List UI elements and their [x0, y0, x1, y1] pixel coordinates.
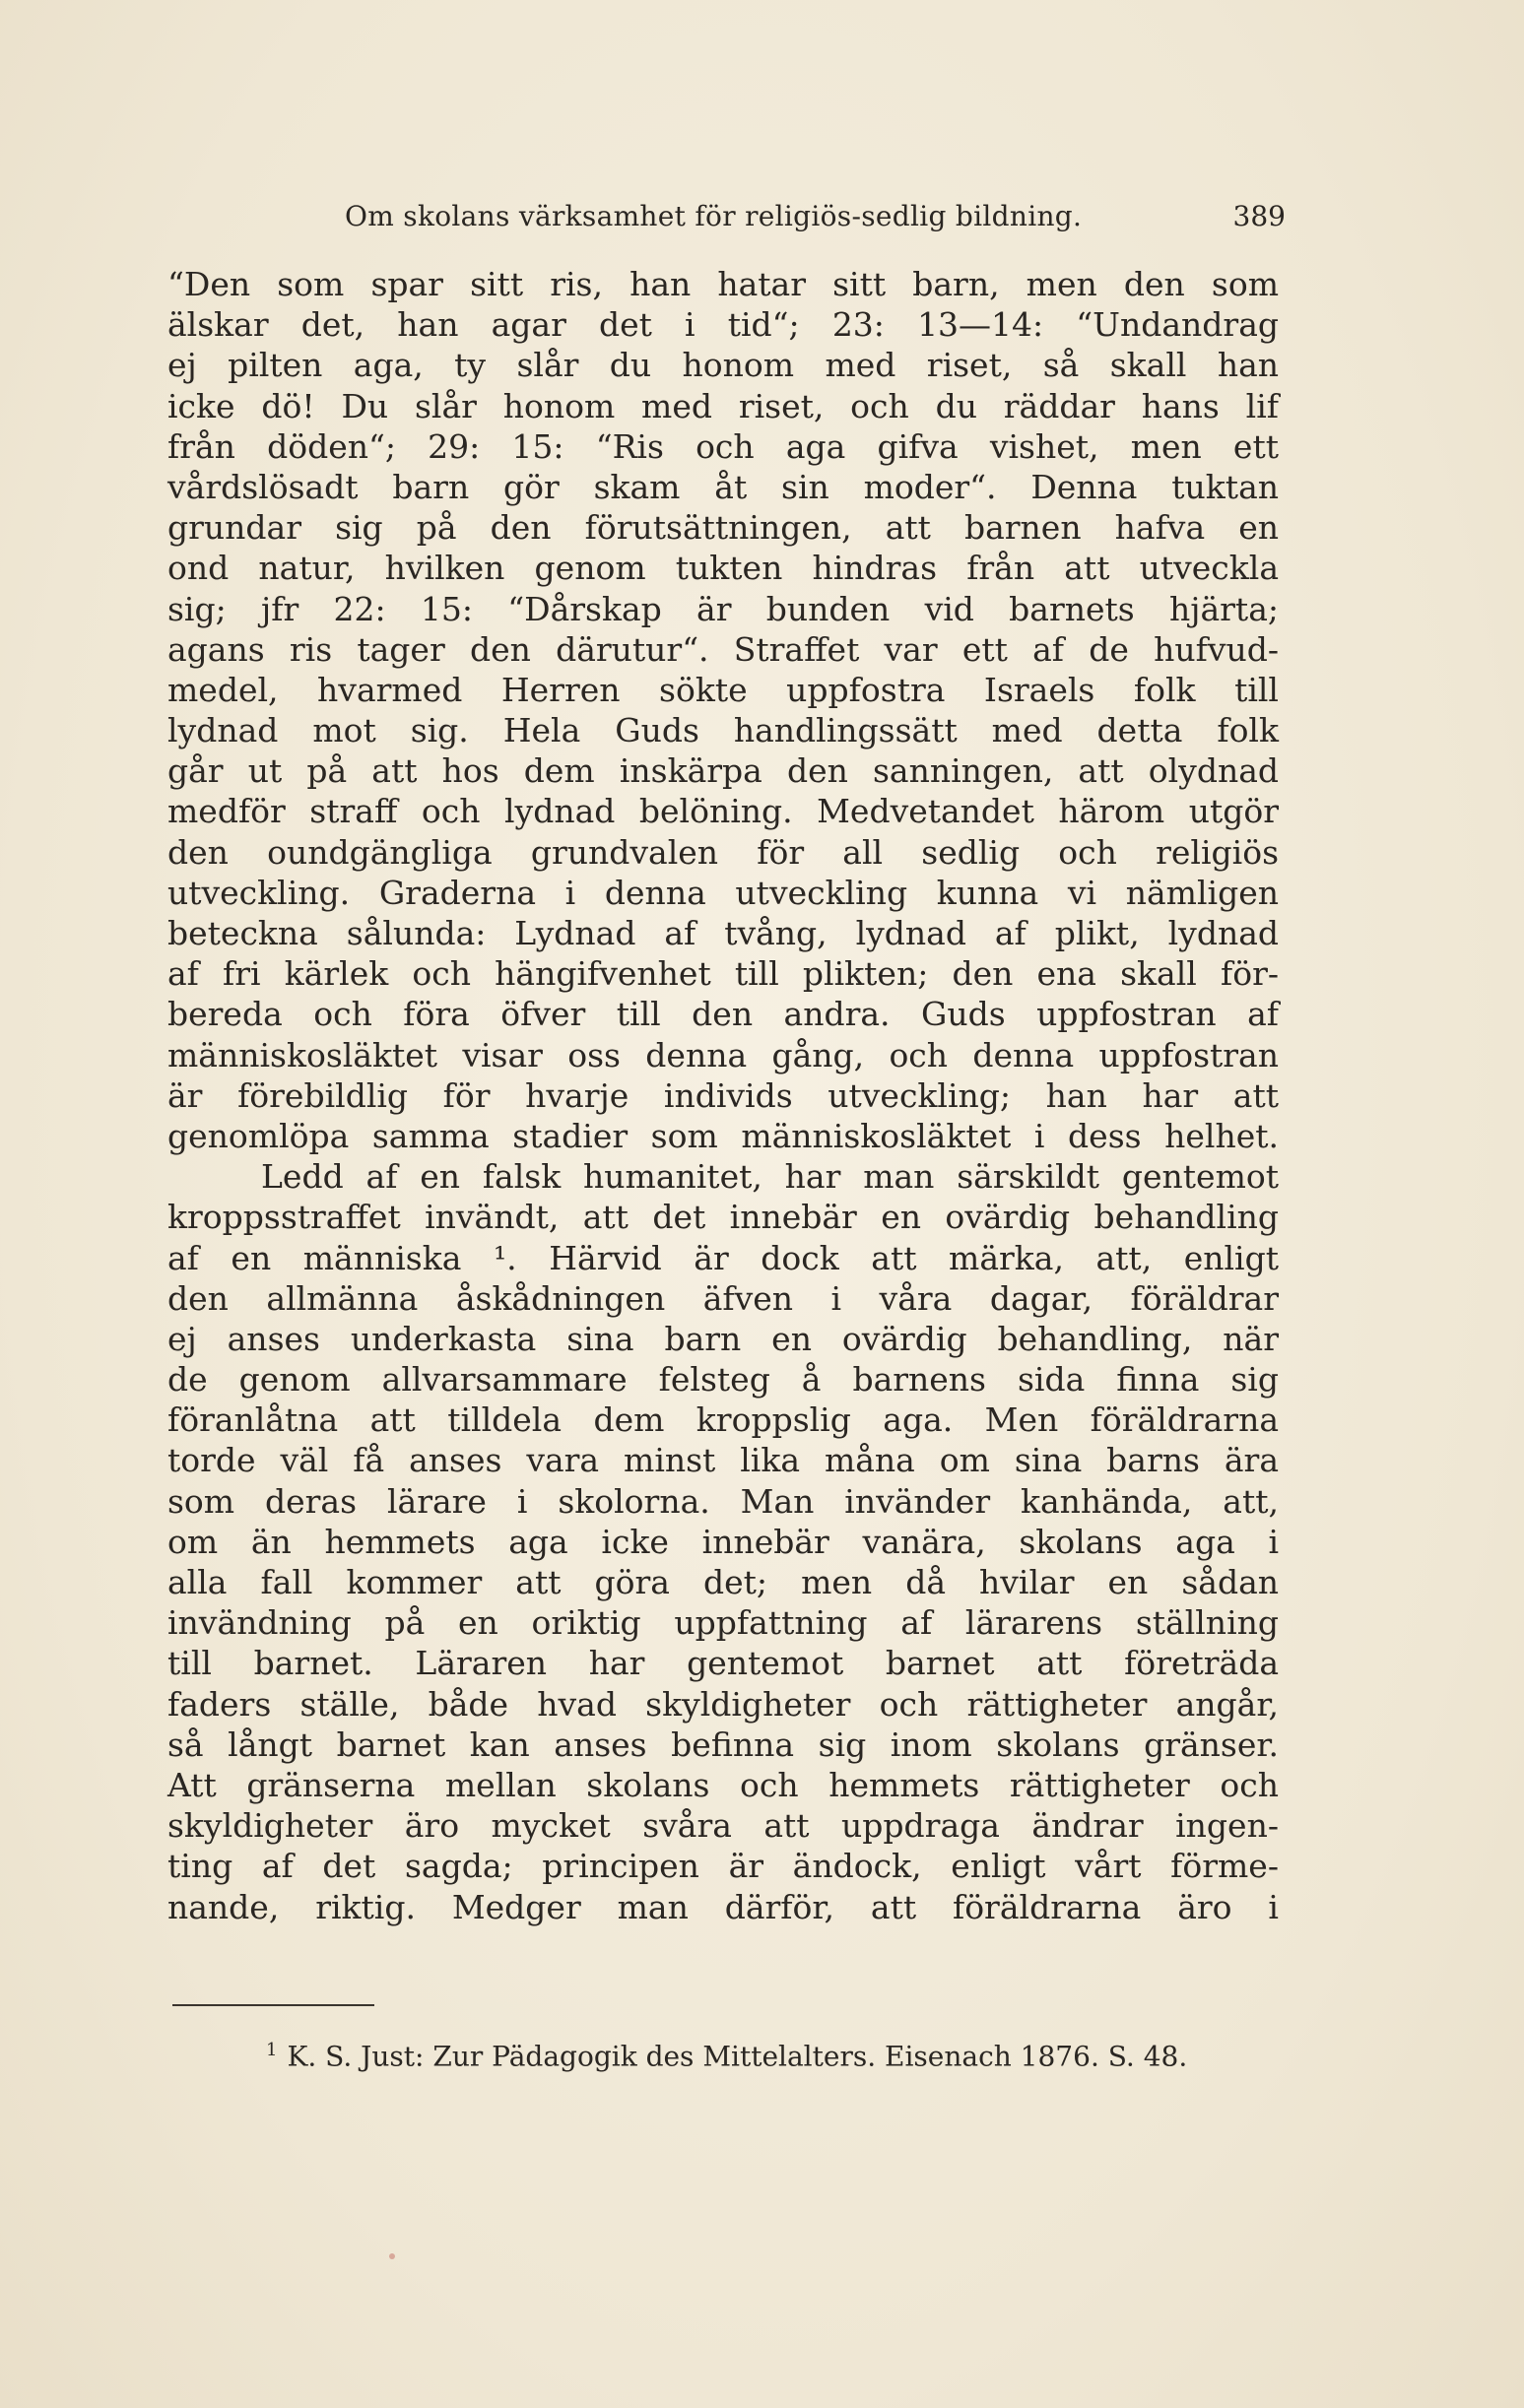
- text-line: alla fall kommer att göra det; men då hvilar en sådan: [167, 1563, 1279, 1601]
- text-line: faders ställe, både hvad skyldigheter och rättigheter angår,: [167, 1684, 1279, 1724]
- text-line: föranlåtna att tilldela dem kroppslig aga. Men föräldrarna: [167, 1400, 1279, 1440]
- text-line: som deras lärare i skolorna. Man invänder kanhända, att,: [167, 1481, 1279, 1521]
- text-line: den allmänna åskådningen äfven i våra dagar, föräldrar: [167, 1278, 1279, 1318]
- text-line: går ut på att hos dem inskärpa den sanningen, att olydnad: [167, 751, 1279, 791]
- text-line: den oundgängliga grundvalen för all sedlig och religiös: [167, 832, 1279, 872]
- text-line: utveckling. Graderna i denna utveckling kunna vi nämligen: [167, 873, 1279, 912]
- text-line: ond natur, hvilken genom tukten hindras från att utveckla: [167, 549, 1279, 588]
- text-line: Ledd af en falsk humanitet, har man särskildt gentemot: [261, 1157, 1279, 1197]
- text-line: älskar det, han agar det i tid“; 23: 13—14: “Undandrag: [167, 305, 1279, 345]
- text-line: “Den som spar sitt ris, han hatar sitt barn, men den som: [167, 265, 1279, 303]
- text-line: till barnet. Läraren har gentemot barnet att företräda: [167, 1644, 1279, 1683]
- text-line: är förebildlig för hvarje individs utveckling; han har att: [167, 1075, 1279, 1115]
- page-number: 389: [1232, 200, 1286, 232]
- text-line: vårdslösadt barn gör skam åt sin moder“. Denna tuktan: [167, 467, 1279, 506]
- text-line: ej pilten aga, ty slår du honom med riset, så skall han: [167, 346, 1279, 385]
- text-line: sig; jfr 22: 15: “Dårskap är bunden vid barnets hjärta;: [167, 589, 1279, 628]
- text-line: Att gränserna mellan skolans och hemmets rättigheter och: [167, 1765, 1279, 1804]
- text-line: bereda och föra öfver till den andra. Guds uppfostran af: [167, 995, 1279, 1034]
- footnote-text: K. S. Just: Zur Pädagogik des Mittelalters. Eisenach 1876. S. 48.: [287, 2040, 1188, 2073]
- footnote-rule: [172, 2004, 374, 2006]
- text-line: skyldigheter äro mycket svåra att uppdraga ändrar ingen-: [167, 1806, 1279, 1846]
- text-line: invändning på en oriktig uppfattning af lärarens ställning: [167, 1603, 1279, 1643]
- text-line: så långt barnet kan anses befinna sig inom skolans gränser.: [167, 1725, 1279, 1764]
- text-line: nande, riktig. Medger man därför, att föräldrarna äro i: [167, 1887, 1279, 1926]
- text-line: ej anses underkasta sina barn en ovärdig behandling, när: [167, 1319, 1279, 1358]
- text-line: genomlöpa samma stadier som människosläktet i dess helhet.: [167, 1116, 1279, 1155]
- running-header: [325, 193, 1286, 240]
- text-line: medför straff och lydnad belöning. Medvetandet härom utgör: [167, 792, 1279, 831]
- text-line: människosläktet visar oss denna gång, och denna uppfostran: [167, 1035, 1279, 1074]
- footnote: [266, 2031, 1187, 2076]
- body-text: [167, 264, 1279, 1927]
- text-line: ting af det sagda; principen är ändock, enligt vårt förme-: [167, 1847, 1279, 1886]
- text-line: beteckna sålunda: Lydnad af tvång, lydnad af plikt, lydnad: [167, 914, 1279, 952]
- ink-spot: [389, 2253, 395, 2259]
- text-line: om än hemmets aga icke innebär vanära, skolans aga i: [167, 1522, 1279, 1561]
- text-line: grundar sig på den förutsättningen, att barnen hafva en: [167, 508, 1279, 548]
- running-title: Om skolans värksamhet för religiös-sedlig bildning.: [345, 200, 1083, 232]
- text-line: agans ris tager den därutur“. Straffet var ett af de hufvud-: [167, 629, 1279, 669]
- text-line: de genom allvarsammare felsteg å barnens sida finna sig: [167, 1360, 1279, 1399]
- text-line: af en människa ¹. Härvid är dock att märka, att, enligt: [167, 1238, 1279, 1277]
- text-line: af fri kärlek och hängifvenhet till plikten; den ena skall för-: [167, 954, 1279, 994]
- footnote-mark: 1: [266, 2040, 278, 2060]
- text-line: icke dö! Du slår honom med riset, och du räddar hans lif: [167, 386, 1279, 425]
- text-line: från döden“; 29: 15: “Ris och aga gifva vishet, men ett: [167, 426, 1279, 466]
- text-line: medel, hvarmed Herren sökte uppfostra Israels folk till: [167, 670, 1279, 709]
- text-line: torde väl få anses vara minst lika måna om sina barns ära: [167, 1441, 1279, 1480]
- text-line: lydnad mot sig. Hela Guds handlingssätt med detta folk: [167, 711, 1279, 750]
- text-line: kroppsstraffet invändt, att det innebär en ovärdig behandling: [167, 1198, 1279, 1237]
